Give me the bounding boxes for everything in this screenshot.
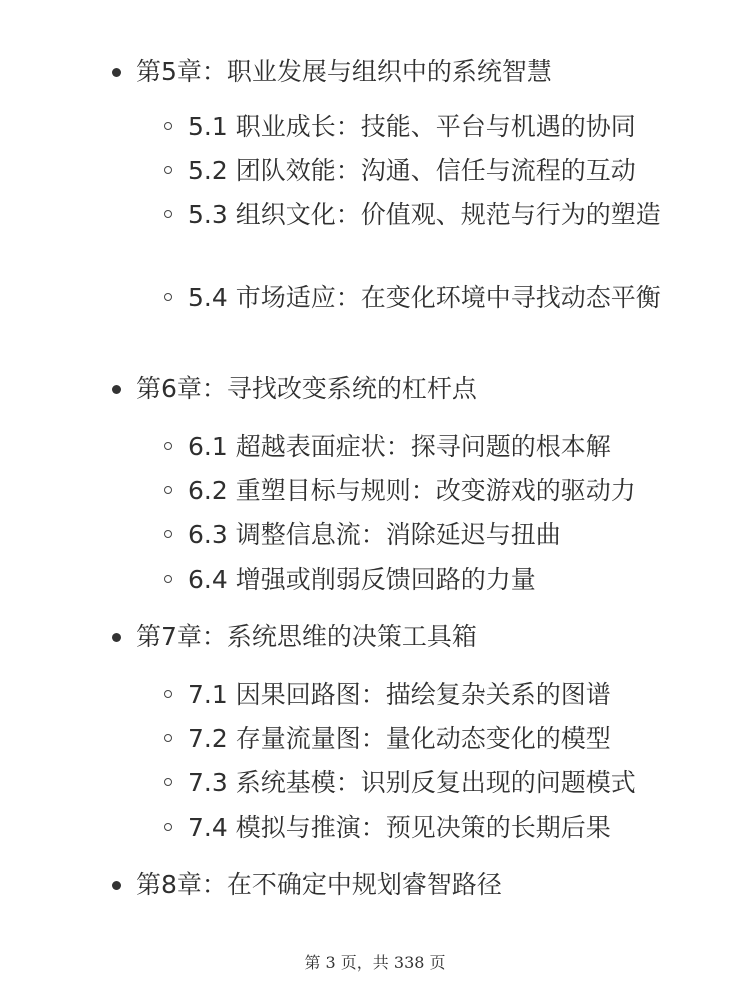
chapter-item: [136, 370, 477, 408]
section-title: 5.4 市场适应：在变化环境中寻找动态平衡: [188, 283, 661, 312]
circle-bullet-icon: [164, 442, 172, 450]
page-number: 第 3 页，共 338 页: [304, 953, 446, 972]
chapter-title: 第8章：在不确定中规划睿智路径: [136, 870, 502, 899]
section-item: [188, 809, 668, 847]
chapter-title: 第6章：寻找改变系统的杠杆点: [136, 374, 477, 403]
bullet-icon: [112, 633, 121, 642]
circle-bullet-icon: [164, 166, 172, 174]
section-title: 6.4 增强或削弱反馈回路的力量: [188, 565, 536, 594]
circle-bullet-icon: [164, 530, 172, 538]
section-item: [188, 279, 668, 317]
section-title: 7.4 模拟与推演：预见决策的长期后果: [188, 813, 611, 842]
section-item: [188, 428, 668, 466]
bullet-icon: [112, 68, 121, 77]
chapter-title: 第7章：系统思维的决策工具箱: [136, 622, 477, 651]
section-item: [188, 152, 668, 190]
chapter-item: [136, 53, 552, 91]
section-item: [188, 108, 668, 146]
bullet-icon: [112, 881, 121, 890]
section-title: 6.3 调整信息流：消除延迟与扭曲: [188, 520, 561, 549]
circle-bullet-icon: [164, 486, 172, 494]
circle-bullet-icon: [164, 293, 172, 301]
section-title: 7.3 系统基模：识别反复出现的问题模式: [188, 768, 636, 797]
section-title: 6.2 重塑目标与规则：改变游戏的驱动力: [188, 476, 636, 505]
circle-bullet-icon: [164, 575, 172, 583]
chapter-item: [136, 866, 502, 904]
chapter-title: 第5章：职业发展与组织中的系统智慧: [136, 57, 552, 86]
section-item: [188, 561, 668, 599]
section-title: 7.1 因果回路图：描绘复杂关系的图谱: [188, 680, 611, 709]
section-title: 5.1 职业成长：技能、平台与机遇的协同: [188, 112, 636, 141]
section-item: [188, 676, 668, 714]
circle-bullet-icon: [164, 690, 172, 698]
section-title: 5.2 团队效能：沟通、信任与流程的互动: [188, 156, 636, 185]
section-item: [188, 764, 668, 802]
circle-bullet-icon: [164, 823, 172, 831]
section-title: 6.1 超越表面症状：探寻问题的根本解: [188, 432, 611, 461]
circle-bullet-icon: [164, 778, 172, 786]
section-title: 7.2 存量流量图：量化动态变化的模型: [188, 724, 611, 753]
circle-bullet-icon: [164, 122, 172, 130]
bullet-icon: [112, 385, 121, 394]
circle-bullet-icon: [164, 734, 172, 742]
section-item: [188, 196, 668, 234]
page-footer: [0, 950, 750, 973]
section-title: 5.3 组织文化：价值观、规范与行为的塑造: [188, 200, 661, 229]
chapter-item: [136, 618, 477, 656]
section-item: [188, 516, 668, 554]
section-item: [188, 472, 668, 510]
section-item: [188, 720, 668, 758]
circle-bullet-icon: [164, 210, 172, 218]
